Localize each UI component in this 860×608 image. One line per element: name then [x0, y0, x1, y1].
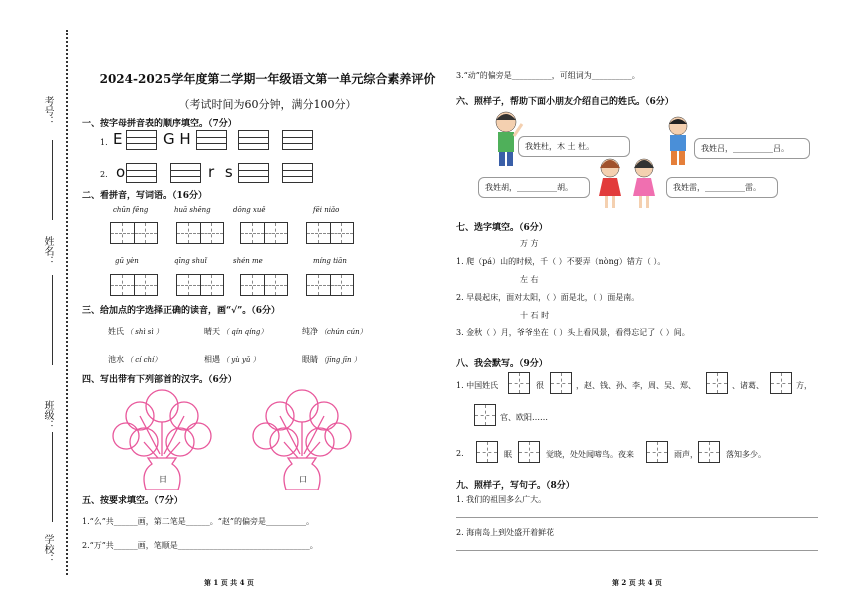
recite-box[interactable] [706, 372, 728, 394]
recite-text: ，赵、钱、孙、李，周、吴、郑、 [576, 381, 696, 390]
recite-box[interactable] [518, 441, 540, 463]
recite-text: 很 [536, 381, 544, 390]
reading-options[interactable]: （ cí chí） [126, 356, 162, 364]
recite-text: 、诸葛、 [732, 381, 764, 390]
recite-text: 雨声， [674, 450, 698, 459]
writing-grid[interactable] [240, 222, 288, 244]
example-sentence: 1. 我们的祖国多么广大。 [456, 495, 547, 504]
writing-grid[interactable] [306, 222, 354, 244]
class-field[interactable] [52, 432, 53, 522]
writing-grid[interactable] [110, 274, 158, 296]
exam-number-field[interactable] [52, 140, 53, 220]
recite-box[interactable] [770, 372, 792, 394]
letter-box[interactable] [196, 130, 227, 150]
reading-options[interactable]: （ shì sì ） [126, 328, 163, 336]
recite-text: 落知多少。 [726, 450, 766, 459]
recite-box[interactable] [508, 372, 530, 394]
choice-row-3: 十 石 时 [520, 311, 550, 320]
girls-illustration [594, 156, 664, 212]
speech-bubble-du: 我姓杜，木 土 杜。 [518, 136, 630, 157]
question-5-3: 3.“动”的偏旁是__________，可组词为__________。 [456, 71, 640, 80]
recite-box[interactable] [646, 441, 668, 463]
recite-text: 眠 [504, 450, 512, 459]
given-letter: G H [163, 130, 191, 148]
writing-grid[interactable] [176, 222, 224, 244]
recite-text: 1. 中国姓氏 [456, 381, 499, 390]
pinyin: dōng xuě [233, 206, 266, 214]
name-label: 姓名： [42, 236, 53, 266]
question-7-3: 3. 金秋（ ）月，爷爷坐在（ ）头上看风景，看得忘记了（ ）间。 [456, 328, 690, 337]
answer-line[interactable] [456, 517, 818, 518]
section-9-heading: 九、照样子，写句子。（8分） [456, 481, 575, 491]
reading-options[interactable]: （chún cún） [320, 328, 367, 336]
section-3-heading: 三、给加点的字选择正确的读音，画“√”。（6分） [82, 306, 281, 316]
letter-box[interactable] [238, 130, 269, 150]
name-field[interactable] [52, 275, 53, 365]
writing-grid[interactable] [240, 274, 288, 296]
speech-bubble-hu: 我姓胡，__________胡。 [478, 177, 590, 198]
letter-box[interactable] [282, 163, 313, 183]
radical-kou: 口 [299, 475, 307, 484]
writing-grid[interactable] [110, 222, 158, 244]
section-7-heading: 七、选字填空。（6分） [456, 223, 548, 233]
exam-number-label: 考号： [42, 96, 53, 126]
writing-grid[interactable] [306, 274, 354, 296]
pinyin: shén me [233, 257, 263, 265]
pinyin: fēi niǎo [313, 206, 340, 214]
radical-ri: 日 [159, 475, 167, 484]
recite-box[interactable] [698, 441, 720, 463]
page-subtitle: （考试时间为60分钟，满分100分） [178, 98, 357, 111]
question-7-1: 1. 爬（pá）山的时候，千（ ）不要弄（nòng）错方（ ）。 [456, 257, 666, 266]
reading-options[interactable]: （jīng jīn ） [320, 356, 361, 364]
reading-options[interactable]: （ yù yǔ ） [222, 356, 260, 364]
word: 相遇 [204, 355, 220, 364]
pinyin: chūn fēng [113, 206, 149, 214]
recite-box[interactable] [476, 441, 498, 463]
word: 眼睛 [302, 355, 318, 364]
page-title: 2024-2025学年度第二学期一年级语文第一单元综合素养评价 [99, 72, 436, 86]
given-letter: r s [208, 163, 233, 181]
writing-grid[interactable] [176, 274, 224, 296]
recite-text: 2. [456, 449, 464, 458]
school-label: 学校： [42, 534, 53, 564]
recite-text: 觉晓，处处闻啼鸟。夜来 [546, 450, 634, 459]
recite-box[interactable] [550, 372, 572, 394]
boy2-illustration [662, 116, 698, 168]
section-8-heading: 八、我会默写。（9分） [456, 359, 548, 369]
given-letter: o [116, 163, 126, 181]
section-5-heading: 五、按要求填空。（7分） [82, 496, 183, 506]
pinyin: qīng shuǐ [174, 257, 207, 265]
word: 池水 [108, 355, 124, 364]
recite-text: 方， [796, 381, 812, 390]
letter-box[interactable] [238, 163, 269, 183]
section-4-heading: 四、写出带有下列部首的汉字。（6分） [82, 375, 237, 385]
given-letter: E [113, 130, 123, 148]
class-label: 班级： [42, 400, 53, 430]
binding-dotted-line [66, 30, 68, 575]
speech-bubble-lei: 我姓雷，__________雷。 [666, 177, 778, 198]
section-1-heading: 一、按字母拼音表的顺序填空。（7分） [82, 119, 237, 129]
word: 晴天 [204, 327, 220, 336]
question-5-1: 1.“么”共______画，第二笔是______。“赵”的偏旁是__________。 [82, 517, 314, 526]
choice-row-2: 左 右 [520, 275, 539, 284]
recite-box[interactable] [474, 404, 496, 426]
word: 姓氏 [108, 327, 124, 336]
question-5-2: 2.“万”共______画，笔顺是_________________________________。 [82, 541, 318, 550]
letter-box[interactable] [126, 130, 157, 150]
answer-line[interactable] [456, 550, 818, 551]
section-6-heading: 六、照样子，帮助下面小朋友介绍自己的姓氏。（6分） [456, 97, 674, 107]
choice-row-1: 万 方 [520, 239, 539, 248]
flower-vases [100, 386, 360, 490]
letter-box[interactable] [170, 163, 201, 183]
speech-bubble-lv: 我姓吕，__________吕。 [694, 138, 810, 159]
footer-right: 第 2 页 共 4 页 [612, 578, 662, 587]
word: 纯净 [302, 327, 318, 336]
question-7-2: 2. 早晨起床，面对太阳，（ ）面是北，（ ）面是南。 [456, 293, 640, 302]
recite-text: 官、欧阳…… [500, 413, 548, 422]
section-2-heading: 二、看拼音，写词语。（16分） [82, 191, 208, 201]
item-number: 1. [100, 138, 108, 147]
letter-box[interactable] [126, 163, 157, 183]
pinyin: míng tiān [313, 257, 347, 265]
reading-options[interactable]: （ qín qíng） [222, 328, 268, 336]
pinyin: huā shēng [174, 206, 211, 214]
question-9-2: 2. 海南岛上到处盛开着鲜花 [456, 528, 555, 537]
footer-left: 第 1 页 共 4 页 [204, 578, 254, 587]
item-number: 2. [100, 170, 108, 179]
letter-box[interactable] [282, 130, 313, 150]
pinyin: gū yèn [115, 257, 139, 265]
